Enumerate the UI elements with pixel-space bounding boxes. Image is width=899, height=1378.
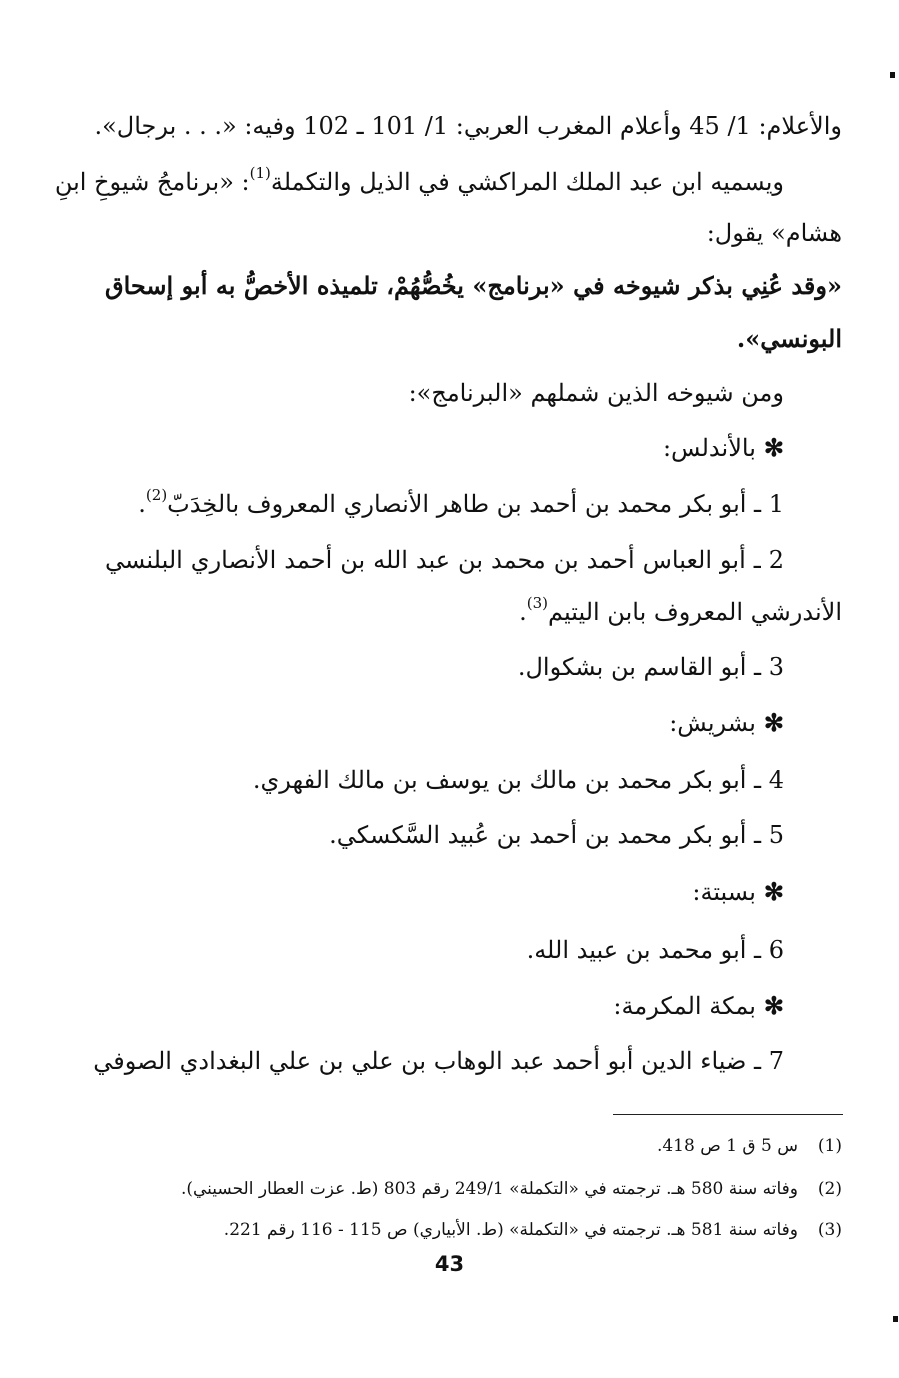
list-item-text: . bbox=[138, 490, 146, 518]
list-item-3: 3 ـ أبو القاسم بن بشكوال. bbox=[517, 653, 784, 681]
footnote-number: (1) bbox=[817, 1136, 842, 1156]
paragraph-line-1: والأعلام: 1/ 45 وأعلام المغرب العربي: 1/ 101 ـ 102 وفيه: «. . . برجال». bbox=[94, 112, 842, 140]
footnote-1 bbox=[130, 1134, 842, 1158]
list-item-text: 1 ـ أبو بكر محمد بن أحمد بن طاهر الأنصاري المعروف بالخِدَبّ bbox=[167, 490, 784, 518]
footnote-2 bbox=[130, 1177, 842, 1201]
section-heading-andalus bbox=[105, 432, 784, 464]
list-item-2-line-1: 2 ـ أبو العباس أحمد بن محمد بن عبد الله بن أحمد الأنصاري البلنسي bbox=[105, 546, 785, 574]
paragraph-text: : «برنامجُ شيوخِ ابنِ bbox=[54, 168, 250, 196]
list-item-4: 4 ـ أبو بكر محمد بن مالك بن يوسف بن مالك الفهري. bbox=[252, 766, 784, 794]
list-item-7: 7 ـ ضياء الدين أبو أحمد عبد الوهاب بن علي بن علي البغدادي الصوفي bbox=[93, 1047, 784, 1075]
list-item-text: . bbox=[519, 598, 527, 626]
list-item-6: 6 ـ أبو محمد بن عبيد الله. bbox=[526, 936, 784, 964]
asterisk-icon: ✻ bbox=[763, 433, 784, 462]
paragraph-line-4: ومن شيوخه الذين شملهم «البرنامج»: bbox=[408, 379, 784, 407]
list-item-1 bbox=[105, 488, 784, 520]
section-label: بسبتة: bbox=[692, 878, 756, 906]
list-item-5: 5 ـ أبو بكر محمد بن أحمد بن عُبيد السَّكسكي. bbox=[329, 821, 784, 849]
section-heading-sabta bbox=[105, 876, 784, 908]
scan-mark bbox=[893, 1316, 898, 1322]
section-label: بمكة المكرمة: bbox=[613, 992, 756, 1020]
asterisk-icon: ✻ bbox=[763, 877, 784, 906]
quote-line-1: «وقد عُنِي بذكر شيوخه في «برنامج» يخُصُّهُمْ، تلميذه الأخصُّ به أبو إسحاق bbox=[105, 271, 842, 300]
footnote-text: س 5 ق 1 ص 418. bbox=[656, 1136, 798, 1156]
footnote-3 bbox=[130, 1218, 842, 1242]
page-number: 43 bbox=[434, 1252, 465, 1276]
section-heading-makka bbox=[105, 990, 784, 1022]
footnote-text: وفاته سنة 581 هـ. ترجمته في «التكملة» (ط. الأبياري) ص 115 - 116 رقم 221. bbox=[223, 1220, 798, 1240]
section-label: بالأندلس: bbox=[662, 434, 756, 462]
section-label: بشريش: bbox=[669, 709, 756, 737]
list-item-text: الأندرشي المعروف بابن اليتيم bbox=[548, 598, 842, 626]
section-heading-sharish bbox=[105, 707, 784, 739]
footnote-text: وفاته سنة 580 هـ. ترجمته في «التكملة» 249/1 رقم 803 (ط. عزت العطار الحسيني). bbox=[180, 1179, 798, 1199]
paragraph-line-2 bbox=[54, 164, 784, 198]
paragraph-line-3: هشام» يقول: bbox=[706, 219, 842, 247]
list-item-2-line-2 bbox=[105, 596, 842, 628]
asterisk-icon: ✻ bbox=[763, 708, 784, 737]
quote-line-2: البونسي». bbox=[736, 324, 842, 353]
paragraph-text: ويسميه ابن عبد الملك المراكشي في الذيل والتكملة bbox=[270, 168, 784, 196]
footnote-separator bbox=[613, 1114, 843, 1115]
footnote-ref-1: (1) bbox=[249, 164, 271, 182]
footnote-ref-3: (3) bbox=[526, 594, 548, 612]
scan-mark bbox=[890, 72, 895, 78]
asterisk-icon: ✻ bbox=[763, 991, 784, 1020]
footnote-ref-2: (2) bbox=[145, 486, 168, 504]
footnote-number: (3) bbox=[817, 1220, 842, 1240]
footnote-number: (2) bbox=[817, 1179, 842, 1199]
